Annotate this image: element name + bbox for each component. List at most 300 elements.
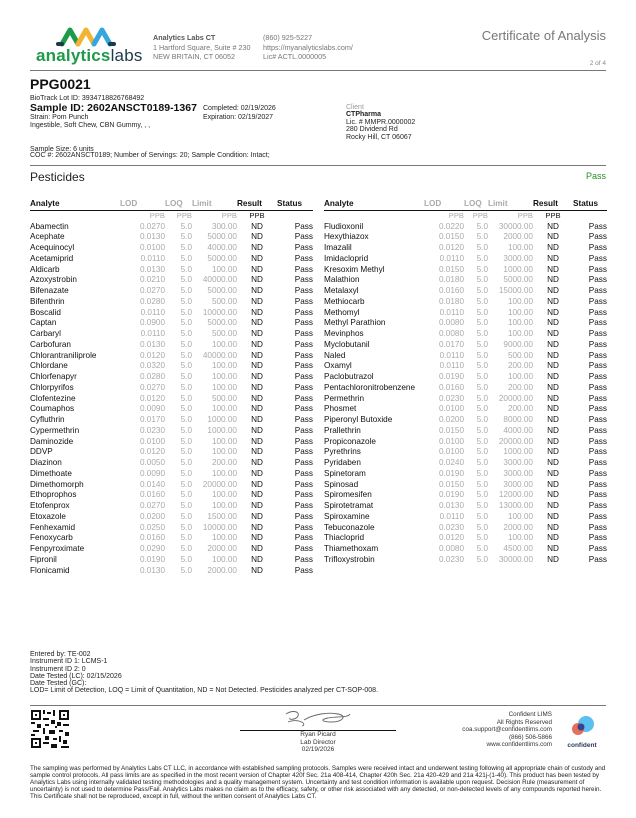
table-row [324, 426, 607, 437]
analyte-name: Clofentezine [30, 393, 76, 403]
status-value: Pass [294, 339, 313, 349]
loq-value: 5.0 [476, 361, 488, 371]
loq-value: 5.0 [180, 544, 192, 553]
lod-value: 0.0200 [139, 511, 165, 521]
limit-value: 3000.00 [503, 468, 533, 478]
loq-value: 5.0 [180, 275, 192, 285]
footer-divider [30, 705, 606, 706]
status-value: Pass [294, 275, 313, 285]
lod-value: 0.0110 [140, 307, 165, 317]
unit-result: PPB [249, 210, 265, 220]
product-id: PPG0021 [30, 76, 91, 92]
status-value: Pass [294, 490, 313, 500]
header-divider [30, 70, 606, 71]
lab-name: Analytics Labs CT [153, 33, 216, 42]
limit-value: 100.00 [507, 533, 533, 543]
status-value: Pass [588, 232, 607, 242]
col-limit: Limit [488, 199, 533, 210]
limit-value: 5000.00 [207, 318, 237, 328]
result-value: ND [251, 554, 263, 564]
lod-value: 0.0270 [139, 501, 165, 510]
lab-phone: (860) 925-5227 [263, 33, 313, 42]
lod-value: 0.0110 [140, 253, 165, 263]
lod-value: 0.0280 [139, 296, 165, 306]
lims-info [462, 711, 552, 749]
analyte-name: Prallethrin [324, 425, 361, 435]
result-value: ND [251, 447, 263, 457]
result-value: ND [547, 329, 559, 338]
limit-value: 4000.00 [503, 425, 533, 435]
analyte-name: Chlorfenapyr [30, 372, 77, 381]
result-value: ND [547, 447, 559, 457]
analyte-name: Carbaryl [30, 329, 61, 338]
lod-value: 0.0140 [139, 479, 165, 489]
loq-value: 5.0 [180, 232, 192, 242]
analyte-name: Oxamyl [324, 361, 352, 371]
lod-value: 0.0190 [139, 554, 165, 564]
strain: Strain: Pom Punch [30, 114, 89, 121]
coc-info: COC #: 2602ANSCT0189; Number of Servings: 20; Sample Condition: Intact; [30, 152, 270, 159]
limit-value: 20000.00 [498, 393, 533, 403]
analyte-name: Pyrethrins [324, 447, 361, 457]
limit-value: 200.00 [211, 458, 237, 467]
result-value: ND [547, 372, 559, 381]
limit-value: 100.00 [507, 307, 533, 317]
loq-value: 5.0 [476, 329, 488, 338]
section-title: Pesticides [30, 170, 85, 184]
lod-value: 0.0120 [438, 243, 464, 252]
limit-value: 30000.00 [498, 221, 533, 231]
lod-value: 0.0110 [439, 307, 464, 317]
col-analyte: Analyte [30, 199, 120, 210]
limit-value: 100.00 [211, 404, 237, 414]
limit-value: 100.00 [211, 382, 237, 392]
table-row [324, 254, 607, 265]
table-row [324, 243, 607, 254]
col-result: Result [237, 199, 277, 210]
status-value: Pass [294, 533, 313, 543]
date-tested-lc: Date Tested (LC): 02/15/2026 [30, 672, 122, 680]
table-row [324, 318, 607, 329]
limit-value: 100.00 [507, 329, 533, 338]
status-value: Pass [588, 479, 607, 489]
loq-value: 5.0 [180, 243, 192, 252]
table-row [30, 318, 313, 329]
lod-value: 0.0240 [438, 458, 464, 467]
result-value: ND [251, 425, 263, 435]
lab-website-link[interactable]: https://myanalyticslabs.com/ [263, 42, 353, 52]
limit-value: 2000.00 [207, 565, 237, 575]
sample-id: Sample ID: 2602ANSCT0189-1367 [30, 102, 197, 114]
loq-value: 5.0 [180, 339, 192, 349]
lab-address-line1: 1 Hartford Square, Suite # 230 [153, 42, 251, 52]
results-table-left [30, 199, 313, 576]
result-value: ND [547, 350, 559, 360]
limit-value: 4500.00 [503, 544, 533, 553]
table-row [324, 447, 607, 458]
status-value: Pass [588, 275, 607, 285]
status-value: Pass [588, 447, 607, 457]
limit-value: 100.00 [211, 554, 237, 564]
loq-value: 5.0 [180, 565, 192, 575]
lod-value: 0.0120 [139, 393, 165, 403]
logo-text-light: labs [110, 46, 143, 65]
table-row [324, 361, 607, 372]
analyte-name: Acetamiprid [30, 253, 74, 263]
limit-value: 9000.00 [503, 339, 533, 349]
status-value: Pass [588, 544, 607, 553]
lod-value: 0.0190 [438, 372, 464, 381]
table-row [324, 275, 607, 286]
status-value: Pass [294, 393, 313, 403]
loq-value: 5.0 [476, 490, 488, 500]
lod-value: 0.0100 [438, 404, 464, 414]
lod-value: 0.0160 [438, 382, 464, 392]
table-row [30, 426, 313, 437]
limit-value: 10000.00 [202, 522, 237, 532]
result-value: ND [547, 253, 559, 263]
loq-value: 5.0 [180, 554, 192, 564]
result-value: ND [547, 554, 559, 564]
lod-value: 0.0900 [139, 318, 165, 328]
analyte-name: Imazalil [324, 243, 352, 252]
result-value: ND [251, 522, 263, 532]
limit-value: 100.00 [211, 533, 237, 543]
lod-value: 0.0110 [439, 361, 464, 371]
result-value: ND [251, 565, 263, 575]
loq-value: 5.0 [180, 447, 192, 457]
table-row [324, 394, 607, 405]
limit-value: 500.00 [211, 296, 237, 306]
limit-value: 100.00 [211, 447, 237, 457]
analyte-name: Etofenprox [30, 501, 70, 510]
logo-mark-icon [30, 24, 142, 48]
result-value: ND [251, 382, 263, 392]
limit-value: 100.00 [211, 436, 237, 446]
table-row [30, 512, 313, 523]
table-row [30, 501, 313, 512]
instrument-id-1: Instrument ID 1: LCMS-1 [30, 658, 108, 666]
loq-value: 5.0 [476, 221, 488, 231]
loq-value: 5.0 [476, 264, 488, 274]
analyte-name: Daminozide [30, 436, 74, 446]
status-value: Pass [588, 382, 607, 392]
analyte-name: Coumaphos [30, 404, 75, 414]
col-status: Status [573, 199, 607, 210]
units-row [30, 210, 313, 221]
analyte-name: Fenpyroximate [30, 544, 85, 553]
confident-logo-icon [562, 715, 602, 737]
analyte-name: Malathion [324, 275, 360, 285]
lod-value: 0.0180 [438, 275, 464, 285]
col-loq: LOQ [165, 199, 192, 210]
result-value: ND [251, 329, 263, 338]
lod-value: 0.0130 [139, 339, 165, 349]
table-row [324, 458, 607, 469]
lod-value: 0.0150 [438, 264, 464, 274]
result-value: ND [547, 436, 559, 446]
limit-value: 300.00 [211, 221, 237, 231]
table-row [30, 394, 313, 405]
sample-type: Ingestible, Soft Chew, CBN Gummy, , , [30, 122, 151, 129]
lod-value: 0.0250 [139, 522, 165, 532]
analyte-name: Fludioxonil [324, 221, 364, 231]
result-value: ND [547, 221, 559, 231]
analyte-name: Spiromesifen [324, 490, 372, 500]
status-value: Pass [294, 511, 313, 521]
result-value: ND [547, 468, 559, 478]
result-value: ND [547, 490, 559, 500]
status-value: Pass [588, 253, 607, 263]
entered-by: Entered by: TE-002 [30, 651, 91, 658]
analyte-name: Permethrin [324, 393, 365, 403]
table-row [30, 308, 313, 319]
status-value: Pass [294, 436, 313, 446]
unit-limit: PPB [221, 210, 237, 220]
table-row [324, 383, 607, 394]
loq-value: 5.0 [180, 361, 192, 371]
limit-value: 1000.00 [207, 415, 237, 424]
table-row [30, 351, 313, 362]
lod-value: 0.0050 [139, 458, 165, 467]
client-address1: 280 Dividend Rd [346, 126, 398, 134]
loq-value: 5.0 [180, 307, 192, 317]
limit-value: 100.00 [507, 511, 533, 521]
analyte-name: Propiconazole [324, 436, 376, 446]
table-row [324, 232, 607, 243]
status-value: Pass [588, 221, 607, 231]
lod-value: 0.0200 [438, 415, 464, 424]
lims-name: Confident LIMS [508, 711, 552, 718]
status-value: Pass [294, 554, 313, 564]
analyte-name: Ethoprophos [30, 490, 77, 500]
analyte-name: Tebuconazole [324, 522, 375, 532]
loq-value: 5.0 [476, 275, 488, 285]
loq-value: 5.0 [476, 382, 488, 392]
lab-address [153, 33, 251, 62]
lims-email-link[interactable]: coa.support@confidentlims.com [462, 726, 552, 733]
units-row [324, 210, 607, 221]
table-row [30, 254, 313, 265]
status-value: Pass [294, 544, 313, 553]
status-value: Pass [588, 361, 607, 371]
lod-value: 0.0270 [139, 382, 165, 392]
col-status: Status [277, 199, 313, 210]
result-value: ND [251, 339, 263, 349]
result-value: ND [547, 511, 559, 521]
table-row [324, 372, 607, 383]
status-value: Pass [294, 221, 313, 231]
status-value: Pass [294, 329, 313, 338]
loq-value: 5.0 [180, 350, 192, 360]
logo-text-bold: analytics [36, 46, 111, 65]
lab-address-line2: NEW BRITAIN, CT 06052 [153, 52, 236, 61]
analyte-name: Spiroxamine [324, 511, 370, 521]
sample-size: Sample Size: 6 units [30, 146, 94, 153]
limit-value: 500.00 [211, 393, 237, 403]
limit-value: 100.00 [211, 468, 237, 478]
loq-value: 5.0 [476, 479, 488, 489]
analyte-name: Methiocarb [324, 296, 365, 306]
result-value: ND [547, 501, 559, 510]
analyte-name: Methomyl [324, 307, 360, 317]
loq-value: 5.0 [476, 522, 488, 532]
loq-value: 5.0 [476, 533, 488, 543]
limit-value: 40000.00 [202, 275, 237, 285]
result-value: ND [251, 468, 263, 478]
limit-value: 13000.00 [498, 501, 533, 510]
status-value: Pass [294, 296, 313, 306]
status-value: Pass [588, 522, 607, 532]
result-value: ND [251, 361, 263, 371]
loq-value: 5.0 [476, 296, 488, 306]
col-loq: LOQ [464, 199, 488, 210]
result-value: ND [251, 296, 263, 306]
result-value: ND [547, 544, 559, 553]
limit-value: 1500.00 [207, 511, 237, 521]
lod-value: 0.0230 [438, 522, 464, 532]
limit-value: 100.00 [211, 501, 237, 510]
analyte-name: Captan [30, 318, 57, 328]
limit-value: 200.00 [507, 382, 533, 392]
loq-value: 5.0 [180, 415, 192, 424]
analyte-name: Bifenazate [30, 286, 69, 295]
result-value: ND [251, 307, 263, 317]
status-value: Pass [588, 425, 607, 435]
analyte-name: Myclobutanil [324, 339, 370, 349]
status-value: Pass [588, 264, 607, 274]
loq-value: 5.0 [180, 264, 192, 274]
loq-value: 5.0 [476, 415, 488, 424]
table-row [324, 415, 607, 426]
status-value: Pass [588, 296, 607, 306]
completed-date: Completed: 02/19/2026 [203, 105, 276, 112]
lod-value: 0.0290 [139, 544, 165, 553]
status-value: Pass [294, 264, 313, 274]
table-row [324, 297, 607, 308]
result-value: ND [547, 458, 559, 467]
status-value: Pass [588, 436, 607, 446]
result-value: ND [251, 232, 263, 242]
limit-value: 5000.00 [503, 275, 533, 285]
loq-value: 5.0 [476, 436, 488, 446]
limit-value: 100.00 [211, 361, 237, 371]
client-address2: Rocky Hill, CT 06067 [346, 133, 412, 141]
lod-value: 0.0180 [438, 296, 464, 306]
loq-value: 5.0 [476, 286, 488, 295]
lod-value: 0.0170 [139, 415, 165, 424]
client-label: Client [346, 104, 364, 111]
status-value: Pass [294, 458, 313, 467]
table-row [324, 512, 607, 523]
limit-value: 20000.00 [498, 436, 533, 446]
lims-website-link[interactable]: www.confidentlims.com [486, 741, 552, 748]
status-value: Pass [588, 554, 607, 564]
result-value: ND [547, 232, 559, 242]
limit-value: 2000.00 [503, 232, 533, 242]
table-row [324, 533, 607, 544]
loq-value: 5.0 [180, 296, 192, 306]
analyte-name: Mevinphos [324, 329, 364, 338]
lims-phone: (866) 506-5866 [508, 733, 552, 741]
loq-value: 5.0 [476, 339, 488, 349]
status-value: Pass [588, 393, 607, 403]
result-value: ND [251, 393, 263, 403]
loq-value: 5.0 [476, 425, 488, 435]
limit-value: 20000.00 [202, 479, 237, 489]
overall-status-badge: Pass [585, 171, 606, 181]
lod-value: 0.0170 [438, 339, 464, 349]
loq-value: 5.0 [180, 436, 192, 446]
status-value: Pass [294, 501, 313, 510]
analyte-name: Spinetoram [324, 468, 366, 478]
table-row [30, 340, 313, 351]
table-row [324, 544, 607, 555]
status-value: Pass [588, 404, 607, 414]
analyte-name: Abamectin [30, 221, 69, 231]
status-value: Pass [294, 415, 313, 424]
result-value: ND [251, 479, 263, 489]
status-value: Pass [588, 511, 607, 521]
table-row [30, 480, 313, 491]
lod-value: 0.0120 [139, 350, 165, 360]
table-row [30, 297, 313, 308]
analyte-name: Boscalid [30, 307, 61, 317]
col-analyte: Analyte [324, 199, 424, 210]
lod-value: 0.0190 [438, 490, 464, 500]
unit-result: PPB [545, 210, 561, 220]
status-value: Pass [294, 286, 313, 295]
analyte-name: Bifenthrin [30, 296, 65, 306]
lod-value: 0.0110 [439, 253, 464, 263]
status-value: Pass [294, 382, 313, 392]
status-value: Pass [588, 318, 607, 328]
result-value: ND [251, 533, 263, 543]
loq-value: 5.0 [180, 221, 192, 231]
analyte-name: Diazinon [30, 458, 62, 467]
limit-value: 5000.00 [207, 232, 237, 242]
loq-value: 5.0 [180, 253, 192, 263]
status-value: Pass [588, 329, 607, 338]
limit-value: 30000.00 [498, 554, 533, 564]
loq-value: 5.0 [476, 372, 488, 381]
qr-code[interactable] [31, 710, 69, 748]
limit-value: 4000.00 [207, 243, 237, 252]
analyte-name: Imidacloprid [324, 253, 369, 263]
client-block [346, 104, 415, 141]
analyte-name: Thiacloprid [324, 533, 365, 543]
loq-value: 5.0 [180, 318, 192, 328]
table-header-row [30, 199, 313, 210]
analyte-name: Pyridaben [324, 458, 361, 467]
signatory-name: Ryan Picard [300, 731, 336, 738]
table-row [30, 469, 313, 480]
result-value: ND [251, 350, 263, 360]
status-value: Pass [294, 243, 313, 252]
result-value: ND [251, 490, 263, 500]
lod-value: 0.0130 [139, 565, 165, 575]
table-row [324, 351, 607, 362]
result-value: ND [547, 533, 559, 543]
table-row [324, 404, 607, 415]
lod-value: 0.0120 [438, 533, 464, 543]
loq-value: 5.0 [476, 232, 488, 242]
result-value: ND [251, 221, 263, 231]
confident-logo-text: confident [567, 742, 597, 749]
result-value: ND [547, 339, 559, 349]
result-value: ND [547, 425, 559, 435]
analyte-name: Naled [324, 350, 346, 360]
